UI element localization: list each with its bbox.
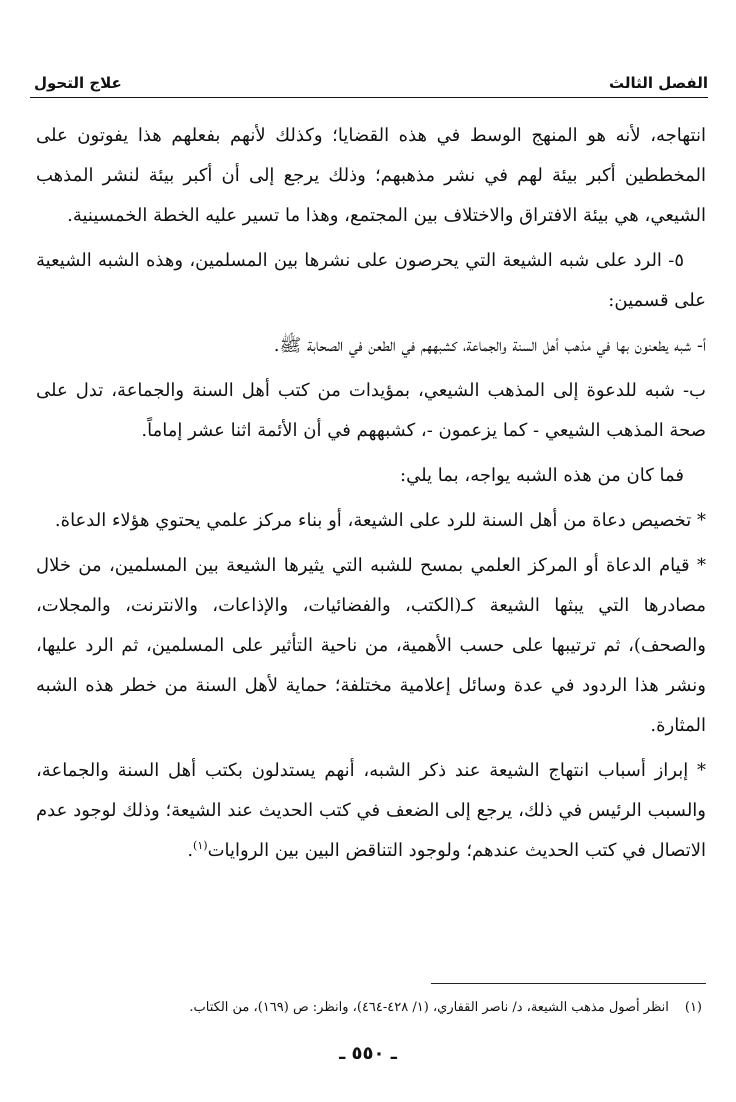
footnote-reference: (١) [193, 839, 208, 852]
footnote-divider [431, 983, 706, 984]
paragraph-7: * قيام الدعاة أو المركز العلمي بمسح للشبه التي يثيرها الشيعة بين المسلمين، من خلال مصادرها التي يبثها الشيعة كـ(الكتب، والفضائيات، والإذاعات، والانترنت، والمجلات، والصحف)، ثم ترتيبها على حسب الأهمية، من ناحية التأثير على المسلمين، ثم الرد عليها، ونشر هذا الردود في عدة وسائل إعلامية مختلفة؛ حماية لأهل السنة من خطر هذه الشبه المثارة. [36, 555, 706, 736]
footnote [36, 997, 702, 1019]
paragraph-4: ب- شبه للدعوة إلى المذهب الشيعي، بمؤيدات من كتب أهل السنة والجماعة، تدل على صحة المذهب الشيعي - كما يزعمون -، كشبههم في أن الأئمة اثنا عشر إماماً. [36, 380, 706, 441]
header-divider [30, 97, 708, 98]
footnote-text: انظر أصول مذهب الشيعة، د/ ناصر القفاري، (١/ ٤٢٨-٤٦٤)، وانظر: ص (١٦٩)، من الكتاب. [189, 1000, 669, 1015]
running-header [34, 62, 708, 92]
section-title: علاج التحول [34, 74, 122, 92]
paragraph-6: * تخصيص دعاة من أهل السنة للرد على الشيعة، أو بناء مركز علمي يحتوي هؤلاء الدعاة. [54, 510, 706, 531]
paragraph-8-text: * إبراز أسباب انتهاج الشيعة عند ذكر الشبه، أنهم يستدلون بكتب أهل السنة والجماعة، والسبب الرئيس في ذلك، يرجع إلى الضعف في كتب الحديث عند الشيعة؛ وذلك لوجود عدم الاتصال في كتب الحديث عندهم؛ ولوجود التناقض البين بين الروايات [36, 760, 706, 861]
paragraph-5: فما كان من هذه الشبه يواجه، بما يلي: [400, 465, 684, 486]
chapter-title: الفصل الثالث [608, 74, 708, 92]
paragraph-2: ٥- الرد على شبه الشيعة التي يحرصون على نشرها بين المسلمين، وهذه الشبه الشيعية على قسمين: [36, 250, 706, 311]
paragraph-8 [36, 751, 706, 871]
main-text [36, 116, 706, 876]
paragraph-3: أ- شبه يطعنون بها في مذهب أهل السنة والجماعة، كشبههم في الطعن في الصحابة ﷺ. [273, 335, 706, 356]
footnote-number: (١) [684, 1000, 702, 1015]
page-number: ـ ٥٥٠ ـ [339, 1043, 397, 1064]
paragraph-8-end: . [187, 840, 194, 861]
paragraph-1: انتهاجه، لأنه هو المنهج الوسط في هذه القضايا؛ وكذلك لأنهم بفعلهم هذا يفوتون على المخططين أكبر بيئة لهم في نشر مذهبهم؛ وذلك يرجع إلى أن أكبر بيئة لنشر المذهب الشيعي، هي بيئة الافتراق والاختلاف بين المجتمع، وهذا ما تسير عليه الخطة الخمسينية. [36, 125, 706, 226]
